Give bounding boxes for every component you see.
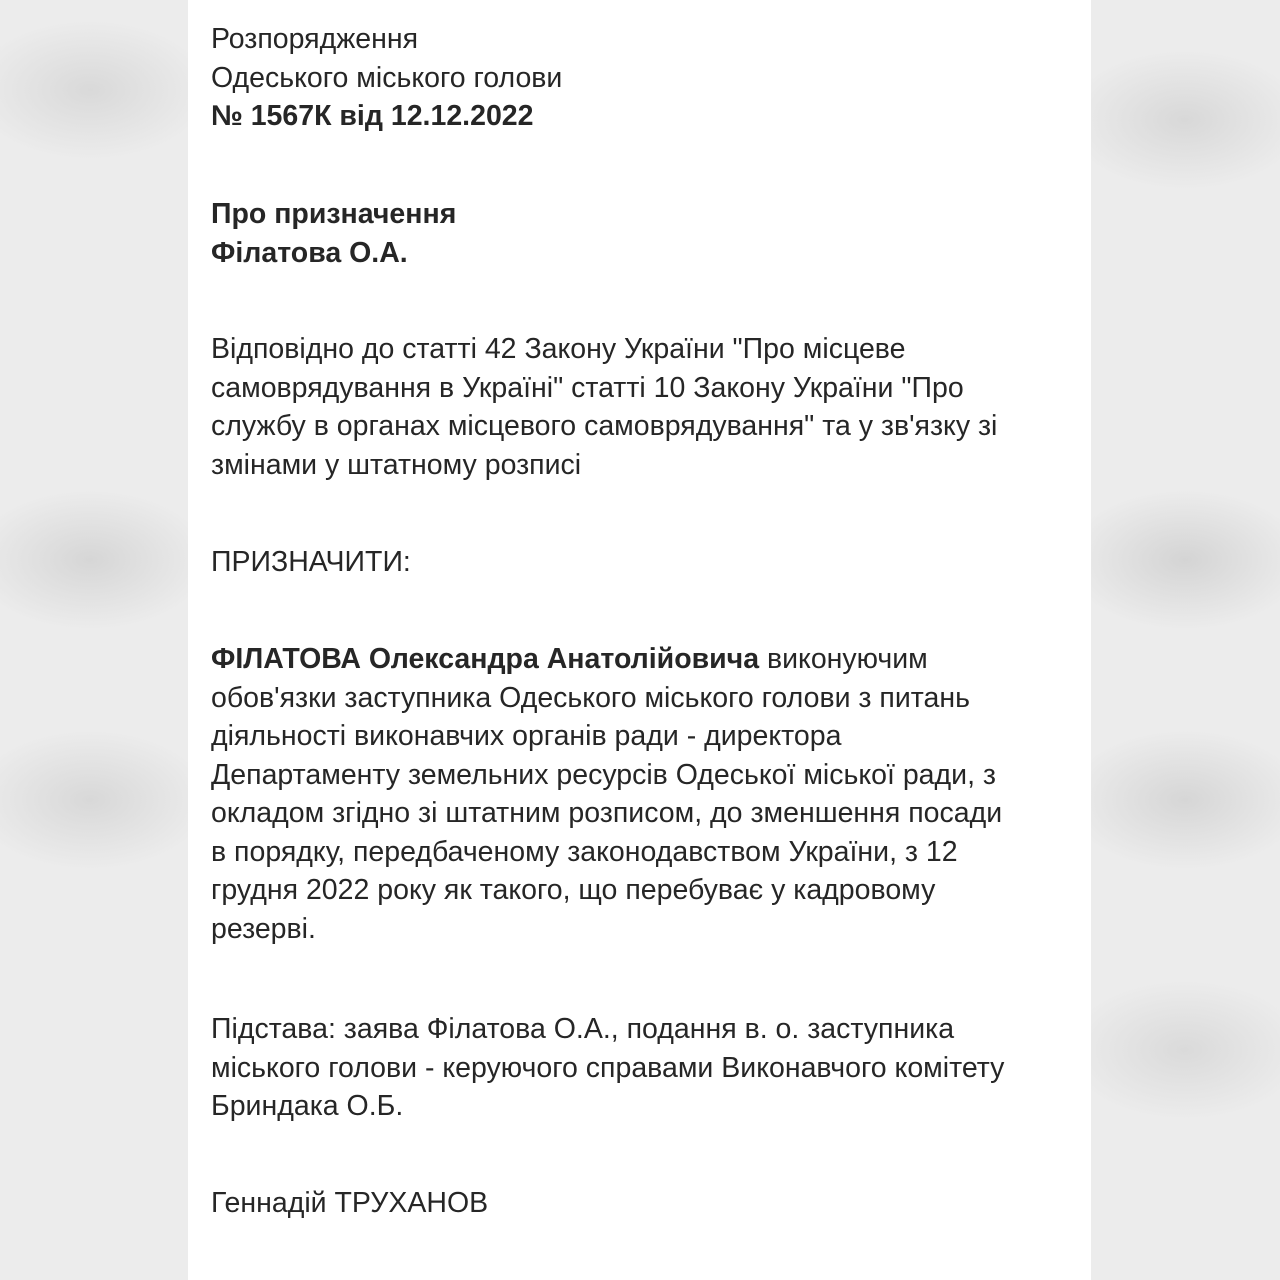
appointment-line-rest: виконуючим <box>759 643 928 675</box>
basis-paragraph <box>211 1010 1071 1126</box>
appointment-line: Департаменту земельних ресурсів Одеської міської ради, з <box>211 758 996 791</box>
subject-line-2: Філатова О.А. <box>211 236 408 269</box>
document-type: Розпорядження <box>211 23 419 55</box>
subject-line-1: Про призначення <box>211 198 457 230</box>
appointment-paragraph <box>211 640 1071 948</box>
appointment-line: окладом згідно зі штатним розписом, до зменшення посади <box>211 797 1003 829</box>
preamble-line: змінами у штатному розписі <box>211 448 582 481</box>
appointment-line <box>211 640 1071 679</box>
preamble-paragraph <box>211 330 1071 484</box>
appointment-line: обов'язки заступника Одеського міського голови з питань <box>211 681 970 714</box>
preamble-line: самоврядування в Україні" статті 10 Закону України "Про <box>211 371 964 404</box>
preamble-line: службу в органах місцевого самоврядування" та у зв'язку зі <box>211 410 998 442</box>
appointment-line: в порядку, передбаченому законодавством України, з 12 <box>211 835 958 868</box>
basis-line: міського голови - керуючого справами Виконавчого комітету <box>211 1051 1005 1084</box>
document-header <box>211 20 1071 136</box>
issuer: Одеського міського голови <box>211 61 563 94</box>
appointee-name: ФІЛАТОВА Олександра Анатолійовича <box>211 643 760 675</box>
preamble-line: Відповідно до статті 42 Закону України "Про місцеве <box>211 333 906 365</box>
document-number-date: № 1567К від 12.12.2022 <box>211 100 534 132</box>
appointment-line: грудня 2022 року як такого, що перебуває у кадровому <box>211 874 936 906</box>
basis-line: Підстава: заява Філатова О.А., подання в. о. заступника <box>211 1013 955 1045</box>
signature: Геннадій ТРУХАНОВ <box>211 1187 489 1219</box>
appointment-line: резерві. <box>211 912 316 945</box>
document-subject <box>211 195 1071 272</box>
basis-line: Бриндака О.Б. <box>211 1090 404 1122</box>
directive-word: ПРИЗНАЧИТИ: <box>211 546 411 578</box>
appointment-line: діяльності виконавчих органів ради - директора <box>211 720 842 752</box>
